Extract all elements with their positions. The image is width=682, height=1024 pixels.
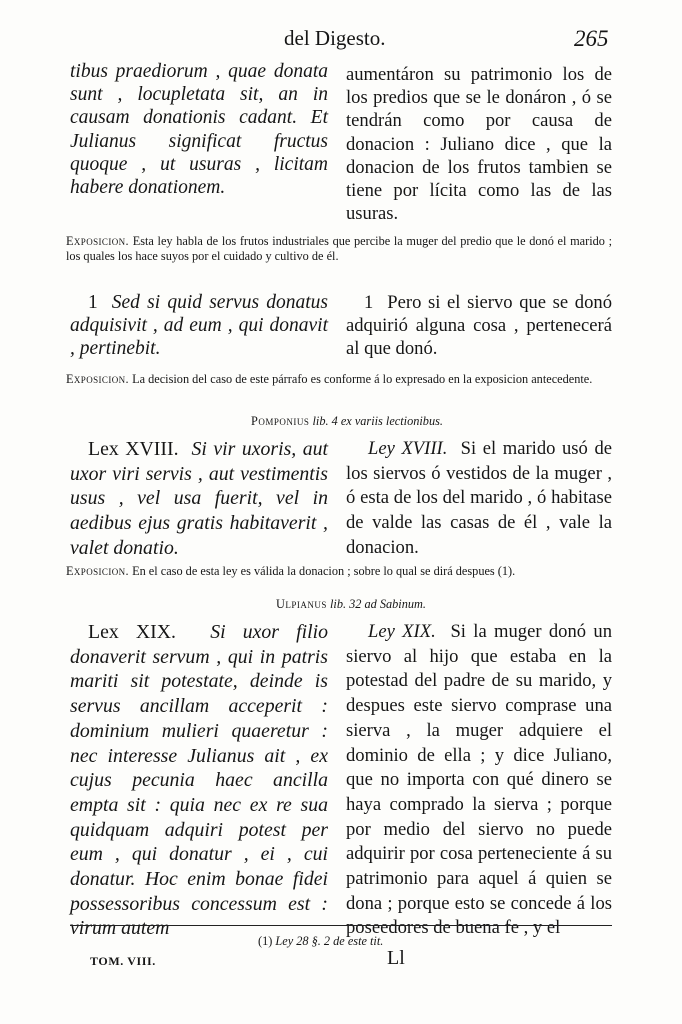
footnote	[258, 934, 383, 949]
latin-paragraph-text: Sed si quid servus donatus adquisivit , ad eum , qui donavit , pertinebit.	[70, 292, 328, 360]
gathering-signature: Ll	[387, 947, 405, 969]
exposicion-text: La decision del caso de este párrafo es conforme á lo expresado en la exposicion antecedente.	[132, 372, 593, 386]
exposicion-1	[66, 234, 612, 263]
source-work: lib. 32 ad Sabinum.	[329, 597, 426, 611]
footnote-text: Ley 28 §. 2 de este tit.	[275, 934, 384, 948]
latin-column-continuation: tibus praediorum , quae donata sunt , locupletata sit, an in causam donationis cadant. Et Julianus significat fructus quoque , ut usuras , licitam habere donationem.	[70, 61, 328, 199]
source-citation	[236, 597, 466, 612]
lex-xix-latin	[70, 620, 328, 941]
lex-text: Si uxor filio donaverit servum , qui in patris mariti sit potestate, deinde is servus ancillam acceperit : dominium mulieri quaeretur : nec interesse Julianus ait , ex cujus pecunia haec ancilla empta sit : quia nec ex re sua quidquam adquiri potest per eum , qui donatur , ei , cui donatur. Hoc enim bonae fidei possessoribus concessum est : virum autem	[70, 621, 328, 940]
running-header	[0, 26, 682, 56]
exposicion-label: Exposicion.	[66, 564, 129, 578]
source-citation	[232, 414, 462, 429]
running-title: del Digesto.	[284, 26, 386, 50]
ley-xix-spanish	[346, 620, 612, 941]
paragraph-number: 1	[88, 292, 98, 313]
footnote-rule	[70, 925, 612, 926]
source-work: lib. 4 ex variis lectionibus.	[312, 414, 443, 428]
lex-label: Lex XVIII.	[88, 438, 179, 460]
latin-paragraph-1	[70, 291, 328, 361]
exposicion-label: Exposicion.	[66, 234, 129, 248]
footnote-marker: (1)	[258, 934, 273, 948]
ley-label: Ley XIX.	[368, 621, 436, 642]
ley-text: Si la muger donó un siervo al hijo que estaba en la potestad del padre de su marido, y despues este siervo comprase una sierva , la muger adquiere el dominio de ella ; y dice Juliano, que no importa con qué dinero se haya comprado la sierva ; porque por medio del siervo no puede adquirir por cosa perteneciente á su patrimonio para aquel á quien se dona ; porque esto se concede á los poseedores de buena fe , y el	[346, 621, 612, 939]
spanish-paragraph-1	[346, 291, 612, 361]
ley-xviii-spanish	[346, 437, 612, 561]
ley-text: Si el marido usó de los siervos ó vestidos de la muger , ó esta de los del marido , ó habitase de valde las casas de él , vale la donacion.	[346, 438, 612, 558]
spanish-column-continuation: aumentáron su patrimonio los de los predios que se le donáron , ó se tendrán como por causa de donacion : Juliano dice , que la donacion de los frutos tambien se tiene por lícita como las de las usuras.	[346, 64, 612, 225]
exposicion-3	[66, 564, 612, 579]
volume-signature: TOM. VIII.	[90, 954, 156, 968]
source-author: Ulpianus	[276, 597, 327, 611]
lex-text: Si vir uxoris, aut uxor viri servis , aut vestimentis usus , vel usa fuerit, vel in aedibus ejus gratis habitaverit , valet donatio.	[70, 438, 329, 559]
exposicion-2	[66, 372, 612, 387]
lex-xviii-latin	[70, 437, 328, 561]
source-author: Pomponius	[251, 414, 310, 428]
exposicion-text: En el caso de esta ley es válida la donacion ; sobre lo qual se dirá despues (1).	[132, 564, 516, 578]
exposicion-label: Exposicion.	[66, 372, 129, 386]
page-number: 265	[574, 26, 609, 51]
exposicion-text: Esta ley habla de los frutos industriales que percibe la muger del predio que le donó el marido ; los quales los hace suyos por el cuidado y cultivo de él.	[66, 234, 612, 263]
ley-label: Ley XVIII.	[368, 438, 448, 459]
spanish-paragraph-text: Pero si el siervo que se donó adquirió alguna cosa , pertenecerá al que donó.	[346, 292, 612, 360]
paragraph-number: 1	[364, 292, 374, 313]
lex-label: Lex XIX.	[88, 621, 176, 643]
